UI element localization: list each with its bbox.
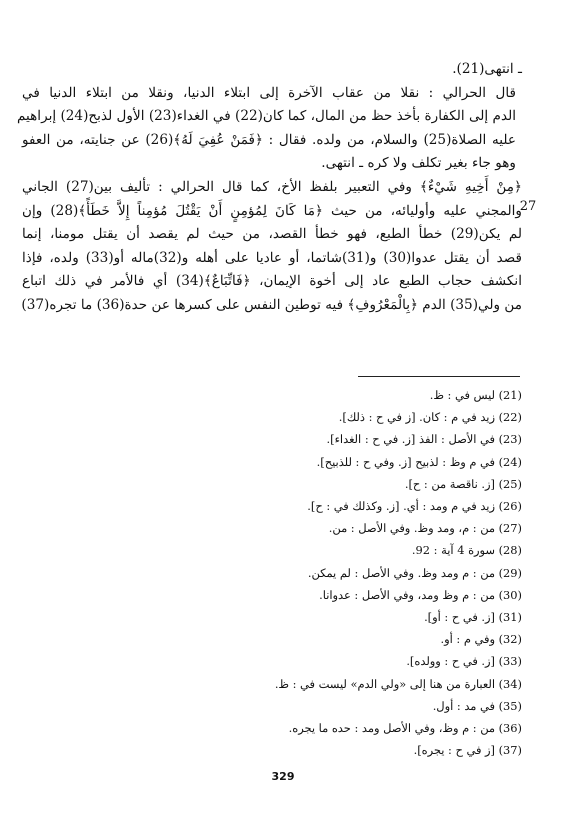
footnote: (31) [ز. في ح : أو]. [424, 610, 522, 625]
main-text [16, 58, 523, 318]
text-line: عليه الصلاة(25) والسلام، من ولده. فقال : ﴿فَمَنْ عُفِيَ لَهُ﴾(26) عن جنايته، من العفو [22, 131, 516, 148]
text-line: ـ انتهى(21). [452, 61, 522, 77]
footnote: (23) في الأصل : الفذ [ز. في ح : الغداء]. [326, 432, 522, 447]
footnote: (30) من : م وظ ومد، وفي الأصل : عدوانا. [319, 587, 522, 602]
footnote: (25) [ز. ناقصة من : ح]. [404, 476, 522, 491]
text-line: لم يكن(29) خطأ الطبع، فهو خطأ القصد، من حيث لم يقصد أن يقتل مومنا، إنما [22, 226, 523, 243]
heading-line [22, 58, 522, 82]
text-line: من ولي(35) الدم ﴿بِالْمَعْرُوفِ﴾ فيه توطين النفس على كسرها عن حدة(36) ما تجره(37) [21, 296, 522, 313]
footnote: (35) في مد : أول. [432, 698, 522, 713]
footnote: (27) من : م، ومد وظ. وفي الأصل : من. [328, 521, 522, 536]
text-line: قال الحرالي : نقلا من عقاب الآخرة إلى ابتلاء الدنيا، ونقلا من ابتلاء الدنيا في [22, 84, 516, 101]
footnote: (22) زيد في م : كان. [ز في ح : ذلك]. [338, 410, 522, 425]
footnote: (36) من : م وظ، وفي الأصل ومد : حده ما يجره. [288, 721, 522, 736]
footnote: (33) [ز. في ح : وولده]. [406, 654, 522, 669]
paragraph-2 [22, 176, 522, 318]
footnote: (32) وفي م : أو. [440, 632, 522, 647]
text-line: ﴿مِنْ أَخِيهِ شَيْءٌ﴾ وفي التعبير بلفظ الأخ، كما قال الحرالي : تأليف بين(27) الجاني [22, 178, 522, 195]
footnote: (26) زيد في م ومد : أي. [ز. وكذلك في : ح]. [307, 499, 522, 514]
footnote: (29) من : م ومد وظ. وفي الأصل : لم يمكن. [307, 565, 522, 580]
text-line: وهو جاء بغير تكلف ولا كره ـ انتهى. [321, 155, 516, 172]
text-line: قصد أن يقتل عدوا(30) و(31)شاتما، أو عاديا على أهله و(32)ماله أو(33) ولده، فإذا [22, 249, 523, 266]
footnote: (24) في م وظ : لذبيح [ز. وفي ح : للذبيح]. [316, 454, 522, 469]
text-line: انكشف حجاب الطبع عاد إلى أخوة الإيمان، ﴿فَاتِّبَاعٌ﴾(34) أي فالأمر في ذلك اتباع [22, 273, 522, 290]
footnotes [220, 384, 522, 761]
paragraph-1 [16, 82, 522, 176]
footnote: (37) [ز في ح : يجره]. [413, 743, 522, 758]
footnote: (34) العبارة من هنا إلى «ولي الدم» ليست في : ظ. [274, 676, 522, 691]
footnote: (21) ليس في : ظ. [429, 388, 522, 402]
verse-number: 27 [519, 199, 537, 214]
footnote-divider [358, 376, 520, 377]
footnote: (28) سورة 4 آية : 92. [411, 543, 522, 558]
page-number: 329 [271, 770, 295, 783]
text-line: الدم إلى الكفارة بأخذ حظ من المال، كما كان(22) في الغداء(23) الأول لذبح(24) إبراهيم [16, 108, 516, 125]
text-line: والمجني عليه وأوليائه، من حيث ﴿مَا كَانَ لِمُؤمِنٍ أَنْ يَقْتُلَ مُؤمِناً إِلاَّ خَطَأً﴾(28) وإن [22, 202, 522, 219]
